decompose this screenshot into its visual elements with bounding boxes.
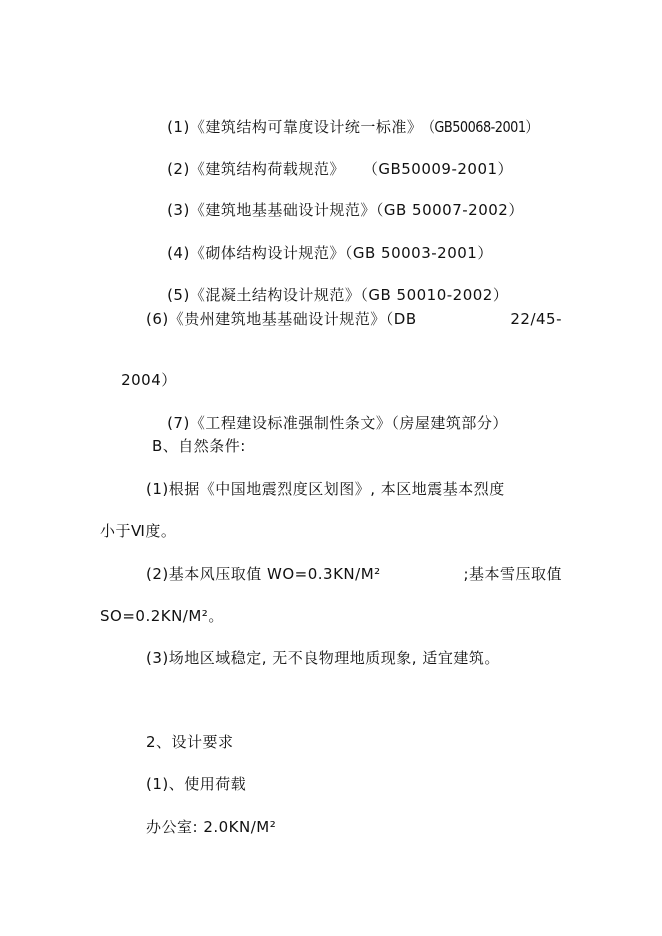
ref-number: (4) (167, 244, 190, 262)
ref-code-end: 2004） (121, 371, 177, 389)
ref-code: （GB 50007-2002） (375, 201, 524, 219)
ref-number: (5) (167, 286, 190, 304)
ref-title: 《砌体结构设计规范》 (189, 244, 345, 262)
ref-code-cont: 22/45- (510, 310, 562, 328)
ref-code: （房屋建筑部分） (391, 414, 508, 432)
natural-item-2 (146, 564, 562, 584)
ref-code: （GB 50010-2002） (360, 286, 509, 304)
ref-title: 《建筑地基基础设计规范》 (189, 201, 376, 219)
ref-line-6 (146, 309, 562, 329)
ref-title: 《贵州建筑地基基础设计规范》 (168, 310, 386, 328)
ref-number: (6) (146, 310, 169, 328)
ref-title: 《混凝土结构设计规范》 (189, 286, 361, 304)
ref-number: (7) (167, 414, 190, 432)
natural-item-2-cont: SO=0.2KN/M²。 (100, 607, 224, 625)
ref-code: （GB50068-2001） (422, 118, 539, 136)
ref-code: （GB50009-2001） (362, 160, 514, 178)
ref-code: （GB 50003-2001） (344, 244, 493, 262)
ref-line-6-start (146, 309, 417, 329)
natural-item-1: (1)根据《中国地震烈度区划图》, 本区地震基本烈度 (146, 480, 505, 498)
office-load: 办公室: 2.0KN/M² (146, 818, 277, 836)
wind-pressure: (2)基本风压取值 WO=0.3KN/M² (146, 565, 381, 583)
ref-title: 《工程建设标准强制性条文》 (189, 414, 392, 432)
design-sub-heading: (1)、使用荷载 (146, 775, 247, 793)
natural-conditions-heading: B、自然条件: (152, 437, 246, 455)
ref-number: (1) (167, 118, 190, 136)
natural-item-1-cont: 小于Ⅵ度。 (100, 522, 177, 540)
natural-item-3: (3)场地区域稳定, 无不良物理地质现象, 适宜建筑。 (146, 649, 500, 667)
ref-title: 《建筑结构可靠度设计统一标准》 (189, 118, 423, 136)
ref-code: （DB (385, 310, 417, 328)
ref-title: 《建筑结构荷载规范》 (189, 160, 345, 178)
ref-number: (3) (167, 201, 190, 219)
design-heading: 2、设计要求 (146, 733, 234, 751)
snow-pressure: ;基本雪压取值 (463, 565, 562, 583)
ref-number: (2) (167, 160, 190, 178)
